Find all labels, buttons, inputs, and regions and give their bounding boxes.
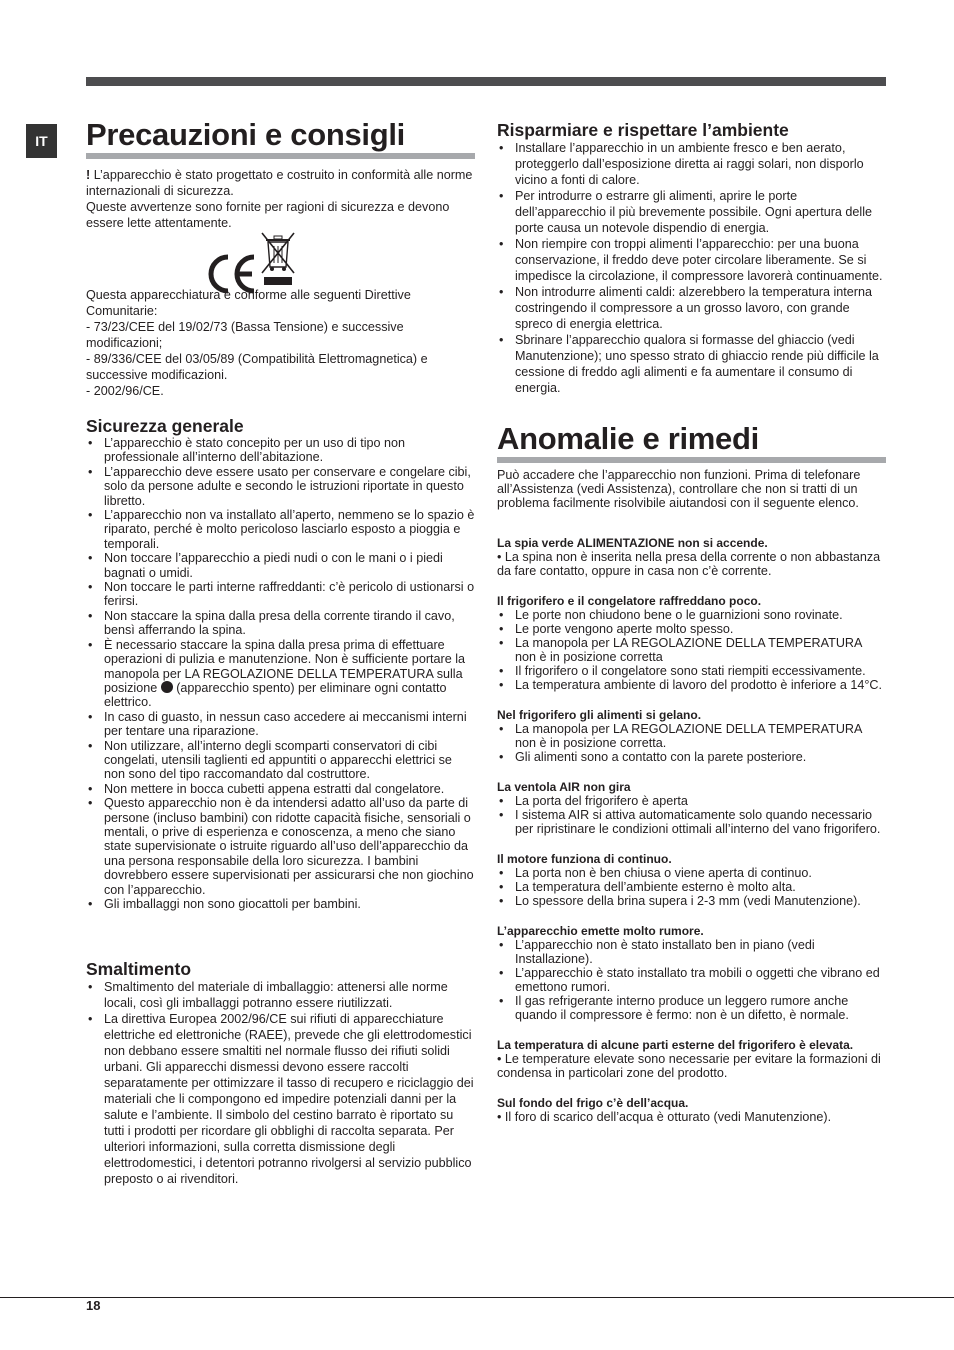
list-item: • Non staccare la spina dalla presa della corrente tirando il cavo, bensì afferrando la spina. <box>86 609 475 638</box>
list-item: • La porta del frigorifero è aperta <box>497 794 886 808</box>
list-item: • In caso di guasto, in nessun caso accedere ai meccanismi interni per tentare una riparazione. <box>86 710 475 739</box>
list-item: • Non toccare le parti interne raffreddanti: c’è pericolo di ustionarsi o ferirsi. <box>86 580 475 609</box>
list-item: • Gli alimenti sono a contatto con la parete posteriore. <box>497 750 886 764</box>
list-item: • La porta non è ben chiusa o viene aperta di continuo. <box>497 866 886 880</box>
problem-entry <box>497 852 886 908</box>
list-item: • Le porte vengono aperte molto spesso. <box>497 622 886 636</box>
problem-title: La ventola AIR non gira <box>497 780 631 794</box>
problem-remedy: • Il foro di scarico dell’acqua è otturato (vedi Manutenzione). <box>497 1110 832 1124</box>
list-item: • La temperatura dell’ambiente esterno è molto alta. <box>497 880 886 894</box>
problem-causes <box>497 608 886 692</box>
problem-causes <box>497 938 886 1022</box>
conformity-line: - 89/336/CEE del 03/05/89 (Compatibilità Elettromagnetica) e successive modificazioni. <box>86 352 428 382</box>
unplug-text-b: (apparecchio spento) per eliminare ogni contatto elettrico. <box>104 680 447 710</box>
intro-text-2: Queste avvertenze sono fornite per ragioni di sicurezza e devono essere lette attentamente. <box>86 200 450 230</box>
list-item: • Sbrinare l’apparecchio qualora si formasse del ghiaccio (vedi Manutenzione); uno spesso strato di ghiaccio rende più difficile la cessione di freddo agli alimenti e fa aumentare il consumo di energia. <box>497 332 886 396</box>
troubleshooting-intro: Può accadere che l’apparecchio non funzioni. Prima di telefonare all’Assistenza (vedi Assistenza), controllare che non si tratti di un problema facilmente risolvibile aiutandosi con il seguente elenco. <box>497 468 861 510</box>
troubleshooting-list <box>497 522 886 1124</box>
list-item: • L’apparecchio è stato concepito per un uso di tipo non professionale all’interno dell’abitazione. <box>86 436 475 465</box>
safety-list <box>86 436 475 911</box>
compliance-symbols <box>110 215 310 287</box>
environment-list <box>497 140 886 396</box>
list-item: • Il frigorifero o il congelatore sono stati riempiti eccessivamente. <box>497 664 886 678</box>
problem-title: L’apparecchio emette molto rumore. <box>497 924 704 938</box>
unplug-text-a: È necessario staccare la spina dalla presa prima di effettuare operazioni di pulizia e manutenzione. Non è sufficiente portare la manopola per LA REGOLAZIONE DELLA TEMPERATURA sulla posizione <box>104 637 466 695</box>
problem-entry <box>497 1038 886 1080</box>
list-item: • Smaltimento del materiale di imballaggio: attenersi alle norme locali, così gli imballaggi potranno essere riutilizzati. <box>86 979 475 1011</box>
problem-title: Il frigorifero e il congelatore raffreddano poco. <box>497 594 762 608</box>
off-position-dot-icon <box>161 681 173 693</box>
list-item: • I sistema AIR si attiva automaticamente solo quando necessario per ripristinare le condizioni ottimali all’interno del vano frigorifero. <box>497 808 886 836</box>
list-item: • Non introdurre alimenti caldi: alzerebbero la temperatura interna costringendo il compressore a un grosso lavoro, con grande spreco di energia elettrica. <box>497 284 886 332</box>
problem-title: La temperatura di alcune parti esterne del frigorifero è elevata. <box>497 1038 854 1052</box>
list-item: • Non utilizzare, all’interno degli scomparti conservatori di cibi congelati, utensili taglienti ed appuntiti o apparecchi elettrici se non sono del tipo raccomandato dal costruttore. <box>86 739 475 782</box>
problem-causes <box>497 866 886 908</box>
section-heading-disposal: Smaltimento <box>86 959 192 979</box>
problem-entry <box>497 536 886 578</box>
conformity-line: - 73/23/CEE del 19/02/73 (Bassa Tensione) e successive modificazioni; <box>86 320 404 350</box>
list-item: • La direttiva Europea 2002/96/CE sui rifiuti di apparecchiature elettriche ed elettroniche (RAEE), prevede che gli elettrodomestici non debbano essere smaltiti nel normale flusso dei rifiuti solidi urbani. Gli apparecchi dismessi devono essere raccolti separatamente per ottimizzare il tasso di recupero e riciclaggio dei materiali che li compongono ed impedire potenziali danni per la salute e l’ambiente. Il simbolo del cestino barrato è riportato su tutti i prodotti per ricordare gli obblighi di raccolta separata. Per ulteriori informazioni, sulla corretta dismissione degli elettrodomestici, i detentori potranno rivolgersi al servizio pubblico preposto o ai rivenditori. <box>86 1011 475 1187</box>
problem-causes <box>497 794 886 836</box>
top-rule <box>86 77 886 86</box>
conformity-line: - 2002/96/CE. <box>86 384 164 398</box>
problem-remedy: • Le temperature elevate sono necessarie per evitare la formazioni di condensa in particolari zone del prodotto. <box>497 1052 881 1080</box>
conformity-line: Questa apparecchiatura è conforme alle seguenti Direttive Comunitarie: <box>86 288 411 318</box>
list-item: • La manopola per LA REGOLAZIONE DELLA TEMPERATURA non è in posizione corretta <box>497 636 886 664</box>
list-item: • Per introdurre o estrarre gli alimenti, aprire le porte dell’apparecchio il più brevemente possibile. Ogni apertura delle porte causa un notevole dispendio di energia. <box>497 188 886 236</box>
list-item: • Non mettere in bocca cubetti appena estratti dal congelatore. <box>86 782 475 796</box>
language-tab: IT <box>26 124 57 158</box>
list-item: • La manopola per LA REGOLAZIONE DELLA TEMPERATURA non è in posizione corretta. <box>497 722 886 750</box>
list-item: • Gli imballaggi non sono giocattoli per bambini. <box>86 897 475 911</box>
problem-entry <box>497 780 886 836</box>
problem-title: Sul fondo del frigo c’è dell’acqua. <box>497 1096 689 1110</box>
section-heading-environment: Risparmiare e rispettare l’ambiente <box>497 120 789 140</box>
list-item: • L’apparecchio è stato installato tra mobili o oggetti che vibrano ed emettono rumori. <box>497 966 886 994</box>
list-item: • Il gas refrigerante interno produce un leggero rumore anche quando il compressore è fermo: non è un difetto, è normale. <box>497 994 886 1022</box>
list-item: • Questo apparecchio non è da intendersi adatto all’uso da parte di persone (incluso bambini) con ridotte capacità fisiche, sensoriali o mentali, o prive di esperienza e conoscenza, a meno che siano state supervisionate o istruite riguardo all’uso dell’apparecchio da una persona responsabile della loro sicurezza. I bambini dovrebbero essere supervisionati per assicurarsi che non giochino con l’apparecchio. <box>86 796 475 897</box>
list-item: • Non toccare l’apparecchio a piedi nudi o con le mani o i piedi bagnati o umidi. <box>86 551 475 580</box>
section-heading-safety: Sicurezza generale <box>86 416 244 436</box>
problem-entry <box>497 924 886 1022</box>
problem-entry <box>497 594 886 692</box>
list-item: • Lo spessore della brina supera i 2-3 mm (vedi Manutenzione). <box>497 894 886 908</box>
problem-entry <box>497 1096 886 1124</box>
intro-text-1: L’apparecchio è stato progettato e costruito in conformità alle norme internazionali di sicurezza. <box>86 168 473 198</box>
list-item: • La temperatura ambiente di lavoro del prodotto è inferiore a 14°C. <box>497 678 886 692</box>
bottom-rule <box>0 1297 954 1298</box>
list-item: • Le porte non chiudono bene o le guarnizioni sono rovinate. <box>497 608 886 622</box>
problem-entry <box>497 708 886 764</box>
problem-remedy: • La spina non è inserita nella presa della corrente o non abbastanza da fare contatto, oppure in casa non c’è corrente. <box>497 550 881 578</box>
crossed-bin-icon <box>258 227 298 289</box>
page-number: 18 <box>86 1298 101 1313</box>
conformity-block <box>86 287 475 399</box>
page-title: Precauzioni e consigli <box>86 118 475 159</box>
list-item <box>86 638 475 710</box>
list-item: • Installare l’apparecchio in un ambiente fresco e ben aerato, proteggerlo dall’esposizione diretta ai raggi solari, non disporlo vicino a fonti di calore. <box>497 140 886 188</box>
problem-title: Il motore funziona di continuo. <box>497 852 672 866</box>
problem-title: Nel frigorifero gli alimenti si gelano. <box>497 708 702 722</box>
list-item: • L’apparecchio non va installato all’aperto, nemmeno se lo spazio è riparato, perché è molto pericoloso lasciarlo esposto a pioggia e temporali. <box>86 508 475 551</box>
problem-title: La spia verde ALIMENTAZIONE non si accende. <box>497 536 768 550</box>
problem-causes <box>497 722 886 764</box>
list-item: • L’apparecchio non è stato installato ben in piano (vedi Installazione). <box>497 938 886 966</box>
section-title-troubleshooting: Anomalie e rimedi <box>497 422 886 463</box>
disposal-list <box>86 979 475 1187</box>
list-item: • Non riempire con troppi alimenti l’apparecchio: per una buona conservazione, il freddo deve poter circolare liberamente. Se si impedisce la circolazione, il compressore lavorerà continuamente. <box>497 236 886 284</box>
warning-mark: ! <box>86 168 91 182</box>
list-item: • L’apparecchio deve essere usato per conservare e congelare cibi, solo da persone adulte e secondo le istruzioni riportate in questo libretto. <box>86 465 475 508</box>
